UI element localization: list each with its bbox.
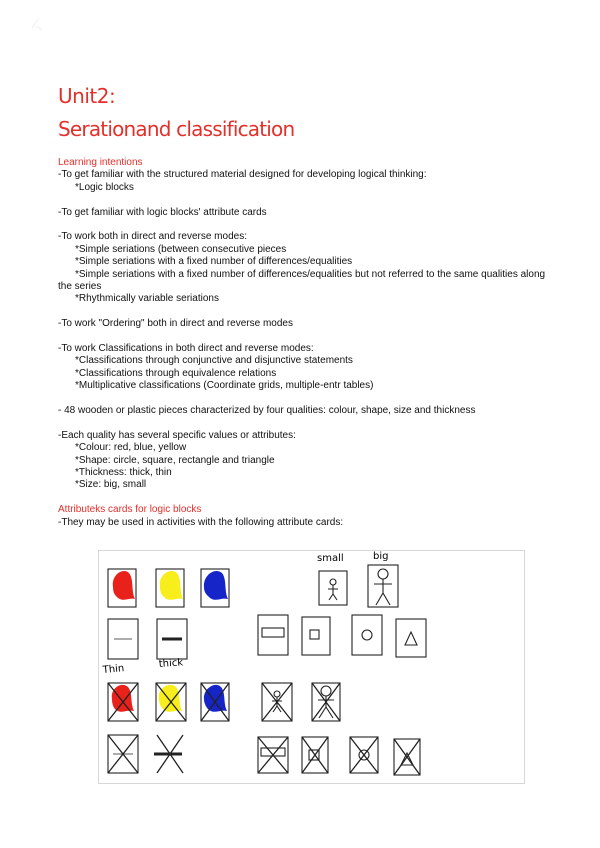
text-line: *Simple seriations with a fixed number of differences/equalities [75, 256, 353, 268]
text-line: -They may be used in activities with the following attribute cards: [58, 516, 344, 528]
shape-card-circle [352, 615, 382, 655]
not-circle-card [350, 737, 378, 773]
text-line: *Multiplicative classifications (Coordinate grids, multiple-entr tables) [75, 380, 374, 392]
not-red-card [108, 683, 138, 721]
text-line: -To work "Ordering" both in direct and reverse modes [58, 318, 293, 330]
label-thick: thick [158, 657, 184, 670]
not-square-card [302, 737, 328, 773]
corner-sketch-icon [28, 14, 48, 34]
unit-heading: Unit2: [58, 84, 116, 108]
text-line: *Thickness: thick, thin [75, 467, 172, 479]
not-big-card [312, 683, 340, 721]
text-line: *Logic blocks [75, 181, 134, 193]
not-blue-card [201, 683, 229, 721]
text-line: *Classifications through equivalence relations [75, 367, 277, 379]
colour-card-blue [201, 569, 229, 607]
text-line: *Classifications through conjunctive and disjunctive statements [75, 355, 353, 367]
text-line: -To work both in direct and reverse modes: [58, 231, 247, 243]
colour-card-red [108, 569, 136, 607]
size-card-big [368, 565, 398, 607]
not-thick-card [154, 735, 183, 773]
not-thin-card [108, 735, 138, 773]
text-line: -To get familiar with logic blocks' attribute cards [58, 206, 267, 218]
text-line: -To work Classifications in both direct and reverse modes: [58, 343, 314, 355]
document-body [58, 157, 548, 529]
text-line: - 48 wooden or plastic pieces characterized by four qualities: colour, shape, size and thickness [58, 405, 476, 417]
attribute-cards-heading: Attributeks cards for logic blocks [58, 504, 202, 516]
label-big: big [373, 551, 389, 562]
not-small-card [262, 683, 292, 721]
text-line: *Simple seriations with a fixed number of differences/equalities but not referred to the same qualities along the series [58, 268, 546, 293]
thickness-card-thick [157, 619, 187, 659]
size-card-small [319, 571, 347, 605]
text-line: -To get familiar with the structured material designed for developing logical thinking: [58, 169, 427, 181]
label-small: small [317, 553, 344, 564]
not-yellow-card [156, 683, 186, 721]
text-line: *Colour: red, blue, yellow [75, 442, 187, 454]
text-line: *Simple seriations (between consecutive pieces [75, 243, 287, 255]
learning-intentions-heading: Learning intentions [58, 157, 143, 168]
text-line: *Size: big, small [75, 479, 147, 491]
text-line: *Rhythmically variable seriations [75, 293, 219, 305]
not-triangle-card [394, 739, 420, 775]
attribute-cards-drawing [99, 551, 524, 783]
label-thin: Thin [102, 663, 125, 676]
not-rectangle-card [258, 737, 288, 773]
colour-card-yellow [156, 569, 184, 607]
shape-card-square [302, 617, 330, 655]
shape-card-rectangle [258, 615, 288, 655]
unit-title: Serationand classification [58, 117, 295, 141]
thickness-card-thin [108, 619, 138, 659]
attribute-cards-figure [98, 550, 525, 784]
text-line: *Shape: circle, square, rectangle and triangle [75, 454, 275, 466]
shape-card-triangle [396, 619, 426, 657]
text-line: -Each quality has several specific values or attributes: [58, 429, 296, 441]
